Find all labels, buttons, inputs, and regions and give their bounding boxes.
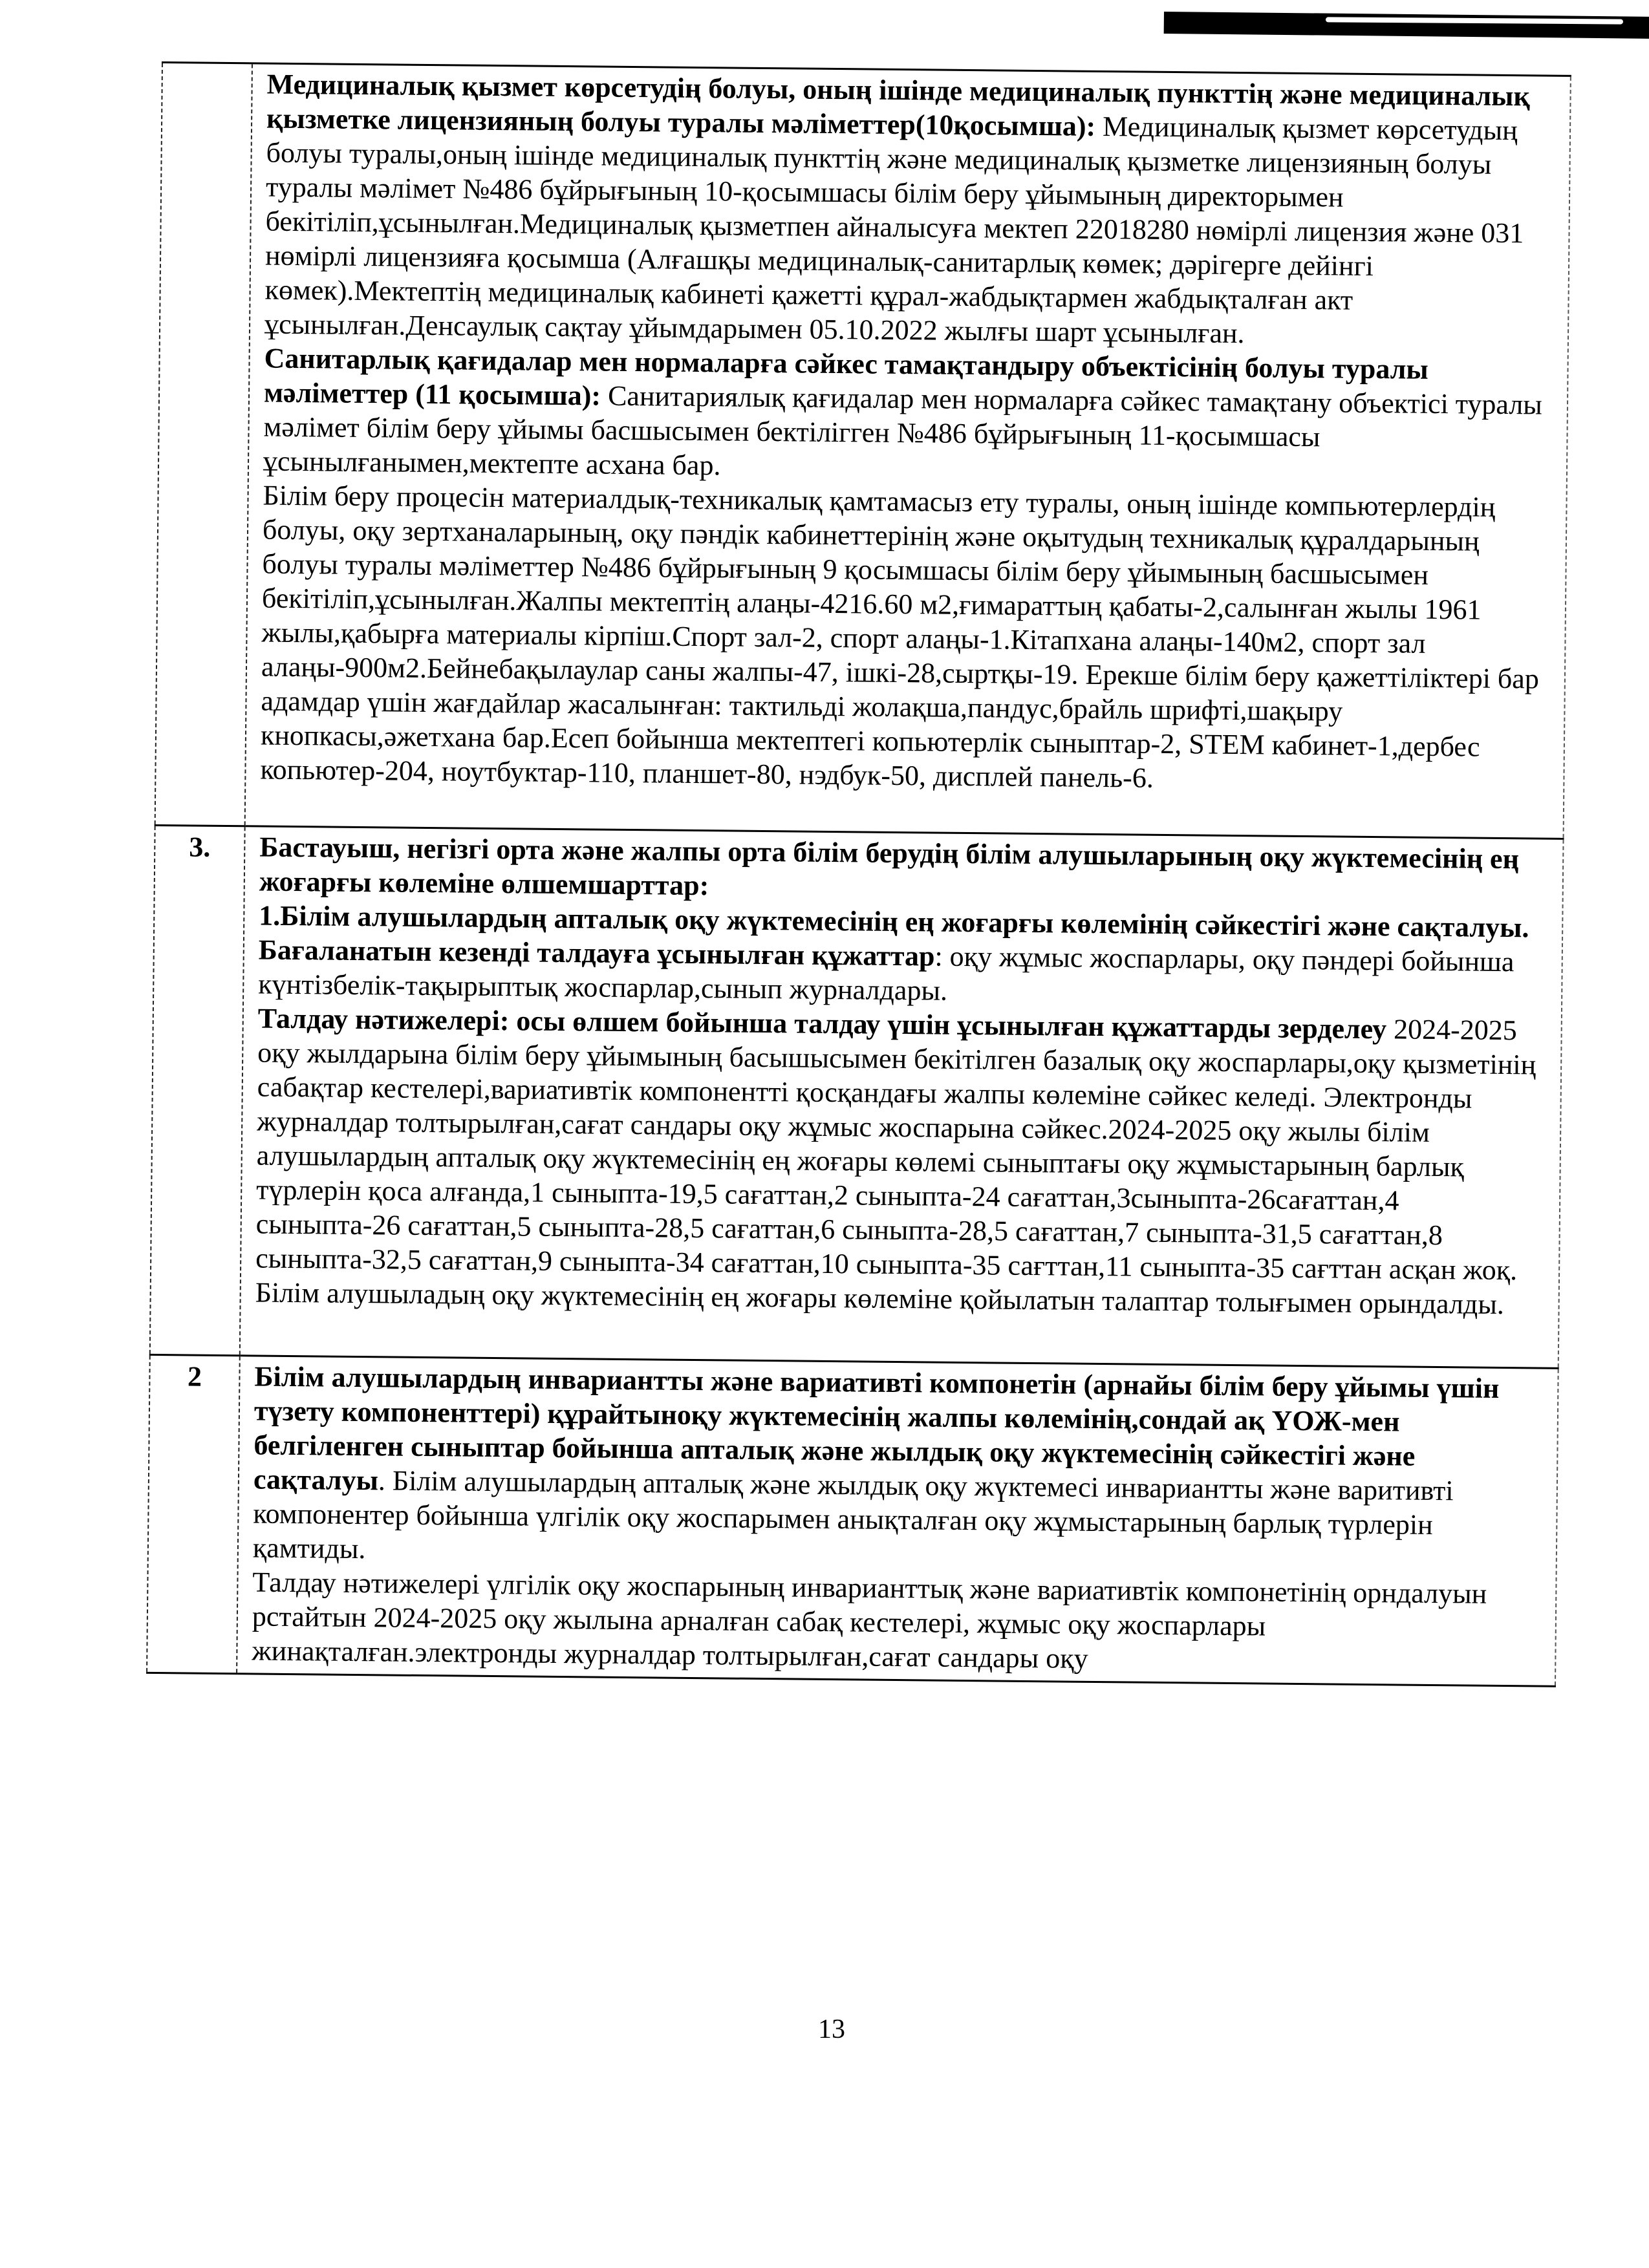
text-catering: Санитариялық қағидалар мен нормаларға сәйкес тамақтану объектісі туралы мәлімет білім беру ұйымы басшысымен бектілігген №486 бұйрығының 11-қосымшасы ұсынылғанымен,мектепте асхана бар. bbox=[263, 380, 1543, 482]
heading-catering: Санитарлық қағидалар мен нормаларға сәйкес тамақтандыру объектісінің болуы туралы мәліметтер (11 қосымша): bbox=[263, 342, 1429, 412]
paragraph-catering bbox=[263, 341, 1555, 491]
row-content bbox=[240, 826, 1564, 1369]
paragraph-material-technical bbox=[260, 478, 1553, 799]
heading-medical-service: Медициналық қызмет көрсетудің болуы, оның ішінде медициналық пункттің және медициналық қызметке лицензияның болуы туралы мәліметтер(10қосымша): bbox=[266, 68, 1531, 142]
text-invariant: . Білім алушылардың апталық және жылдық оқу жүктемесі инвариантты және варитивті компонентер бойынша үлгілік оқу жоспарымен анықталған оқу жұмыстарының барлық түрлерін қамтиды. bbox=[252, 1464, 1454, 1565]
row-content bbox=[245, 63, 1571, 839]
paragraph-medical bbox=[264, 67, 1557, 354]
paragraph-invariant bbox=[253, 1359, 1545, 1577]
table-row-invariant-variative bbox=[147, 1354, 1558, 1686]
row-content bbox=[237, 1356, 1558, 1687]
heading-criteria: Бастауыш, негізгі орта және жалпы орта білім берудің білім алушыларының оқу жүктемесінің ең жоғарғы көлеміне өлшемшарттар: bbox=[259, 831, 1520, 902]
table-row-study-load bbox=[150, 825, 1564, 1368]
paragraph-analysis-results bbox=[255, 1001, 1547, 1321]
scan-edge-shadow bbox=[1164, 12, 1649, 39]
paragraph-criteria-title bbox=[259, 830, 1550, 911]
heading-documents: Бағаланатын кезенді талдауға ұсынылған құжаттар bbox=[258, 934, 935, 972]
paragraph-documents bbox=[258, 933, 1549, 1014]
heading-invariant: Білім алушылардың инвариантты және вариативті компонетін (арнайы білім беру ұйымы үшін түзету компоненттері) құрайтыноқу жүктемесінің жалпы көлемінің,сондай ақ ҮОЖ-мен белгіленген сыныптар бойынша апталық және жылдық оқу жүктемесінің сәйкестігі және сақталуы bbox=[253, 1360, 1500, 1497]
row-number: 3. bbox=[150, 825, 245, 1355]
paragraph-invariant-results bbox=[252, 1565, 1542, 1680]
heading-analysis-results: Талдау нәтижелері: осы өлшем бойынша талдау үшін ұсынылған құжаттарды зерделеу bbox=[257, 1002, 1387, 1045]
table-row-medical-and-facilities bbox=[155, 63, 1571, 839]
page-number: 13 bbox=[818, 2015, 845, 2044]
text-material-technical: Білім беру процесін материалдық-техникалық қамтамасыз ету туралы, оның ішінде компьютерлердің болуы, оқу зертханаларының, оқу пәндік кабинеттерінің және оқытудың техникалық құралдарының болуы туралы мәліметтер №486 бұйрығының 9 қосымшасы білім беру ұйымының басшысымен бекітіліп,ұсынылған.Жалпы мектептің алаңы-4216.60 м2,ғимараттың қабаты-2,салынған жылы 1961 жылы,қабырға материалы кірпіш.Спорт зал-2, спорт алаңы-1.Кітапхана алаңы-140м2, спорт зал алаңы-900м2.Бейнебақылаулар саны жалпы-47, ішкі-28,сыртқы-19. Ерекше білім беру қажеттіліктері бар адамдар үшін жағдайлар жасалынған: тактильді жолақша,пандус,брайль шрифті,шақыру кнопкасы,әжетхана бар.Есеп бойынша мектептегі копьютерлік сыныптар-2, STEM кабинет-1,дербес копьютер-204, ноутбуктар-110, планшет-80, нэдбук-50, дисплей панель-6. bbox=[260, 479, 1540, 794]
text-analysis-results: 2024-2025 оқу жылдарына білім беру ұйымының басышысымен бекітілген базалық оқу жоспарлары,оқу қызметінің сабақтар кестелері,вариативтік компонентті қосқандағы жалпы көлеміне сәйкес келеді. Электронды журналдар толтырылған,сағат сандары оқу жұмыс жоспарына сәйкес.2024-2025 оқу жылы білім алушылардың апталық оқу жүктемесінің ең жоғары көлемі сыныптағы оқу жұмыстарының барлық түрлерін қоса алғанда,1 сыныпта-19,5 сағаттан,2 сыныпта-24 сағаттан,3сыныпта-26сағаттан,4 сыныпта-26 сағаттан,5 сыныпта-28,5 сағаттан,6 сыныпта-28,5 сағаттан,7 сыныпта-31,5 сағаттан,8 сыныпта-32,5 сағаттан,9 сыныпта-34 сағаттан,10 сыныпта-35 сағттан,11 сыныпта-35 сағттан асқан жоқ. Білім алушыладың оқу жүктемесінің ең жоғары көлеміне қойылатын талаптар толығымен орындалды. bbox=[255, 1013, 1536, 1321]
text-medical-service: Медициналық қызмет көрсетудың болуы туралы,оның ішінде медициналық пункттің және медициналық қызметке лицензияның болуы туралы мәлімет №486 бұйрығының 10-қосымшасы білім беру ұйымының директорымен бекітіліп,ұсынылған.Медициналық қызметпен айналысуға мектеп 22018280 нөмірлі лицензия және 031 нөмірлі лицензияға қосымша (Алғашқы медициналық-санитарлық көмек; дәрігерге дейінгі көмек).Мектептің медициналық кабинеті қажетті құрал-жабдықтармен жабдықталған акт ұсынылған.Денсаулық сақтау ұйымдарымен 05.10.2022 жылғы шарт ұсынылған. bbox=[264, 110, 1524, 350]
evaluation-table bbox=[146, 61, 1571, 1687]
text-documents: : оқу жұмыс жоспарлары, оқу пәндері бойынша күнтізбелік-тақырыптық жоспарлар,сынып журналдары. bbox=[258, 940, 1514, 1007]
row-number bbox=[155, 63, 252, 826]
text-invariant-results: Талдау нәтижелері үлгілік оқу жоспарының инварианттық және вариативтік компонетінің орндалуын рстайтын 2024-2025 оқу жылына арналған сабақ кестелері, жұмыс оқу жоспарлары жинақталған.электронды журналдар толтырылған,сағат сандары оқу bbox=[252, 1566, 1487, 1674]
document-page bbox=[146, 61, 1584, 1687]
row-number: 2 bbox=[147, 1354, 240, 1673]
heading-weekly-load: 1.Білім алушылардың апталық оқу жүктемесінің ең жоғарғы көлемінің сәйкестігі және сақталуы. bbox=[259, 899, 1529, 944]
